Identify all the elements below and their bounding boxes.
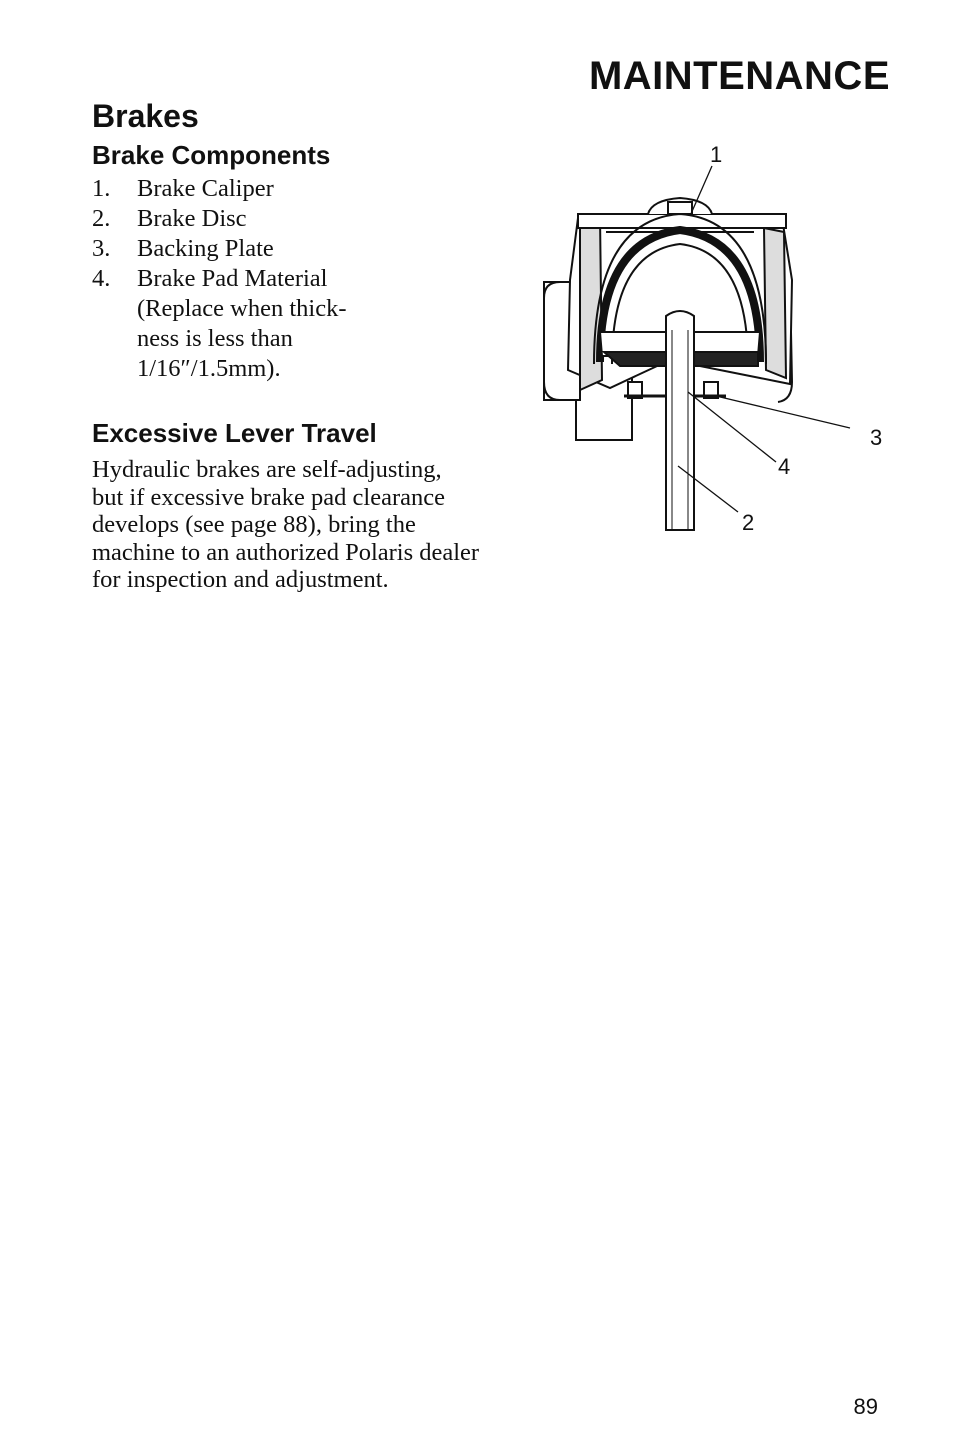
paragraph-line: develops (see page 88), bring the — [92, 511, 416, 538]
paragraph-line: for inspection and adjustment. — [92, 566, 389, 593]
list-item — [92, 264, 412, 384]
brake-components-heading: Brake Components — [92, 140, 331, 170]
lever-travel-paragraph — [92, 456, 542, 594]
callout-2: 2 — [742, 510, 755, 535]
paragraph-line: but if excessive brake pad clearance — [92, 483, 446, 511]
list-item — [92, 234, 412, 264]
brake-assembly-illustration — [520, 120, 900, 550]
list-item-text: Brake Caliper — [137, 175, 274, 202]
excessive-lever-travel-heading: Excessive Lever Travel — [92, 418, 377, 448]
callout-1: 1 — [710, 142, 723, 167]
list-item-number: 1. — [92, 175, 111, 202]
list-item — [92, 204, 412, 234]
list-item-number: 3. — [92, 235, 111, 262]
paragraph-line: Hydraulic brakes are self-adjusting, — [92, 456, 442, 483]
brake-components-list — [92, 174, 412, 384]
brake-assembly-figure — [520, 120, 900, 550]
list-item-text: Brake Pad Material — [137, 265, 328, 292]
page-number: 89 — [853, 1394, 878, 1419]
section-title: MAINTENANCE — [588, 54, 890, 98]
callout-3: 3 — [870, 425, 883, 450]
paragraph-line: machine to an authorized Polaris dealer — [92, 538, 480, 566]
list-item-text: Brake Disc — [137, 205, 247, 232]
callout-4: 4 — [778, 454, 791, 479]
list-item — [92, 174, 412, 204]
list-item-number: 2. — [92, 205, 111, 232]
list-item-text: 1/16″/1.5mm). — [137, 355, 281, 382]
list-item-number: 4. — [92, 265, 111, 292]
list-item-text: ness is less than — [137, 325, 293, 352]
list-item-text: (Replace when thick- — [137, 295, 347, 322]
brakes-heading: Brakes — [92, 98, 199, 134]
list-item-text: Backing Plate — [137, 235, 274, 262]
